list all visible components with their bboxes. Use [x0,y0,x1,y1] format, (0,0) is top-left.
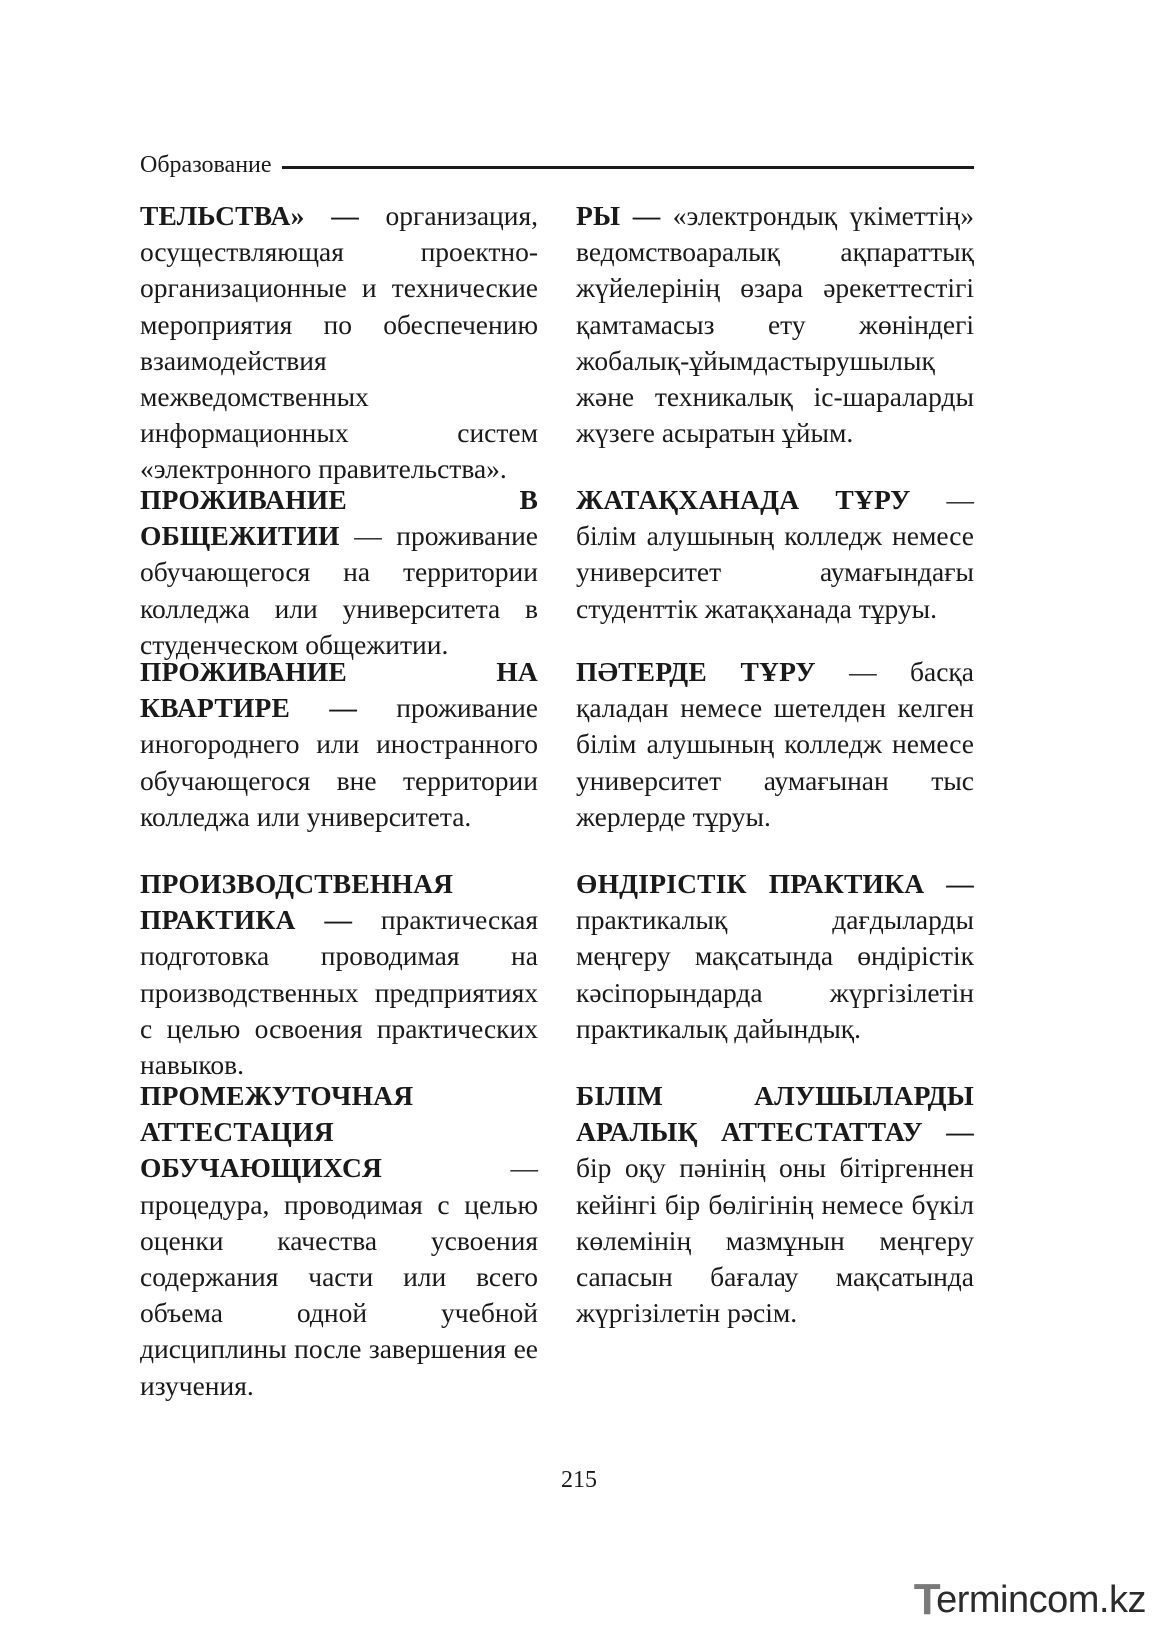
watermark-initial: T [913,1575,941,1624]
entry-ru-4 [140,866,538,1083]
watermark-text: erminc [936,1578,1048,1621]
entry-term: ПРОИЗВОДСТВЕННАЯ ПРАКТИКА — [140,868,454,936]
entry-term: ПРОЖИВАНИЕ НА КВАРТИРЕ — [140,656,538,724]
entry-definition: бір оқу пәнінің оны бітіргеннен кейінгі бір бөлігінің немесе бүкіл көлемінің мазмұнын меңгеру сапасын бағалау мақсатында жүргізілетін рәсім. [576,1152,974,1329]
entry-definition: — білім алушының колледж немесе университет аумағындағы студенттік жатақханада тұруы. [576,484,975,624]
watermark-magnifier-o: o [1047,1578,1068,1621]
section-title: Образование [140,151,272,178]
entry-definition: — басқа қаладан немесе шетелден келген білім алушының колледж немесе университет аумағынан тыс жерлерде тұруы. [576,656,974,832]
entry-ru-2 [140,482,538,663]
entry-term: РЫ — [576,200,661,231]
entry-term: ӨНДІРІСТІК ПРАКТИКА — [576,868,974,899]
entry-definition: организация, осуществляющая проектно-организационные и технические мероприятия по обеспечению взаимодействия межведомственных информационных систем «электронного правительства». [140,200,538,485]
entry-ru-3 [140,654,538,835]
entry-term: ЖАТАҚХАНАДА ТҰРУ [576,484,911,515]
entry-definition: проживание иногороднего или иностранного обучающегося вне территории колледжа или университета. [140,692,539,832]
entry-term: ПӘТЕРДЕ ТҰРУ [576,656,816,687]
running-header [140,145,974,185]
entry-term: ТЕЛЬСТВА» — [140,200,359,231]
watermark-text-tail: m.kz [1067,1578,1146,1621]
entry-term: ПРОМЕЖУТОЧНАЯ АТТЕСТАЦИЯ ОБУЧАЮЩИХСЯ [140,1080,414,1184]
entry-term: БІЛІМ АЛУШЫЛАРДЫ АРАЛЫҚ АТТЕСТАТТАУ — [576,1080,974,1148]
entry-ru-5 [140,1078,538,1404]
entry-kz-4 [576,866,974,1047]
entry-kz-3 [576,654,974,835]
entry-ru-1 [140,198,538,488]
entry-definition: — процедура, проводимая с целью оценки качества усвоения содержания части или всего объема одной учебной дисциплины после завершения ее изучения. [140,1152,538,1401]
entry-definition: практикалық дағдыларды меңгеру мақсатында өндірістік кәсіпорындарда жүргізілетін практикалық дайындық. [576,904,974,1044]
entry-definition: практическая подготовка проводимая на производственных предприятиях с целью освоения практических навыков. [140,904,538,1081]
entry-kz-5 [576,1078,974,1331]
entry-definition: «электрондық үкіметтің» ведомствоаралық ақпараттық жүйелерінің өзара әрекеттестігі қамтамасыз ету жөніндегі жобалық-ұйымдастырушылық және техникалық іс-шараларды жүзеге асыратын ұйым. [576,200,974,449]
entry-kz-2 [576,482,974,627]
entry-kz-1 [576,198,974,451]
header-rule [282,166,974,169]
entry-term: ПРОЖИВАНИЕ В ОБЩЕЖИТИИ [140,484,538,552]
page-number: 215 [561,1467,597,1493]
termincom-watermark [914,1575,1146,1625]
entry-definition: — проживание обучающегося на территории колледжа или университета в студенческом общежитии. [140,520,538,660]
